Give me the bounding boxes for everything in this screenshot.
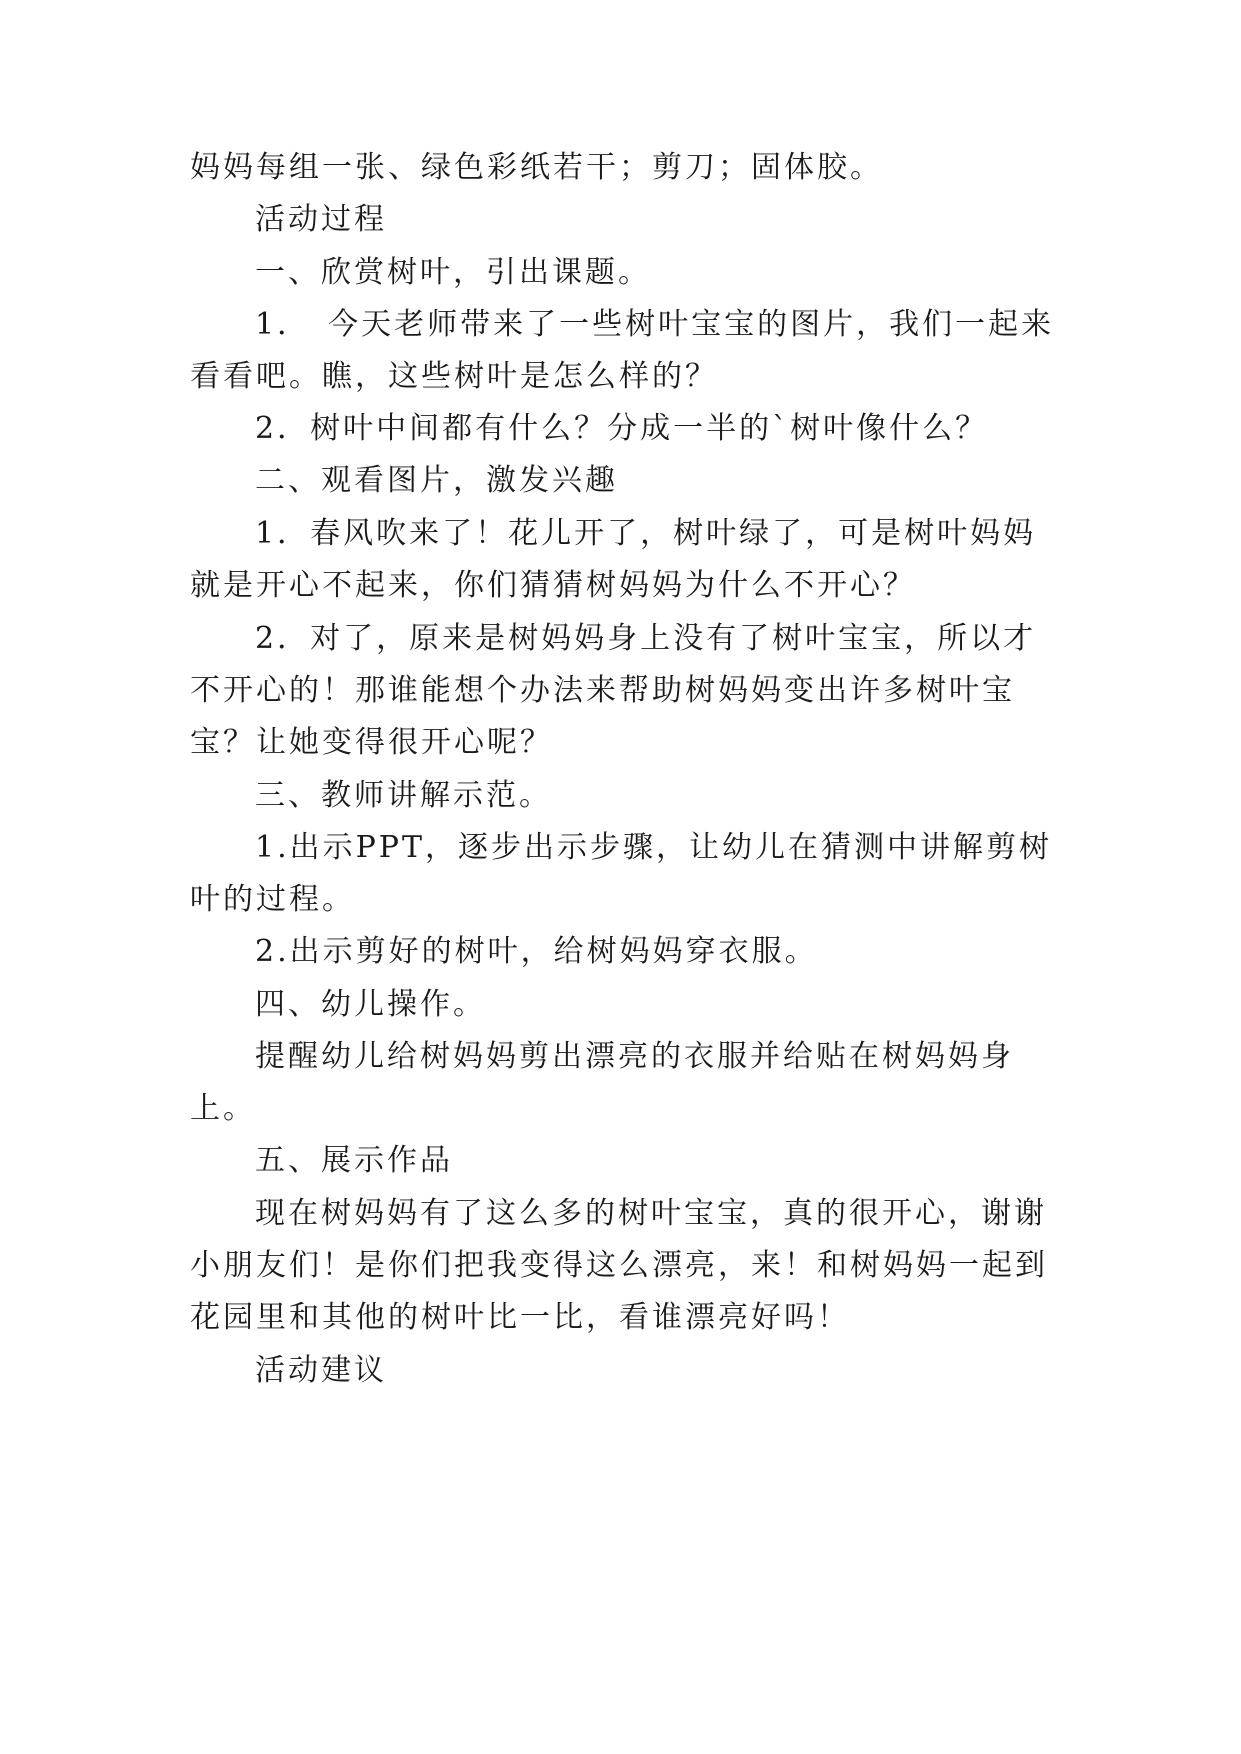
- paragraph-line: 就是开心不起来，你们猜猜树妈妈为什么不开心？: [190, 568, 916, 603]
- paragraph-line: 1． 今天老师带来了一些树叶宝宝的图片，我们一起来: [255, 307, 1055, 342]
- paragraph-line: 1.出示PPT，逐步出示步骤，让幼儿在猜测中讲解剪树: [255, 830, 1053, 865]
- paragraph-line: 叶的过程。: [190, 882, 355, 917]
- step-heading-3: 三、教师讲解示范。: [255, 778, 552, 813]
- paragraph-line: 看看吧。瞧，这些树叶是怎么样的？: [190, 359, 718, 394]
- paragraph-line: 花园里和其他的树叶比一比，看谁漂亮好吗！: [190, 1300, 850, 1335]
- paragraph-line: 1．春风吹来了！花儿开了，树叶绿了，可是树叶妈妈: [255, 516, 1037, 551]
- paragraph-line: 2．对了，原来是树妈妈身上没有了树叶宝宝，所以才: [255, 621, 1037, 656]
- paragraph-line: 不开心的！那谁能想个办法来帮助树妈妈变出许多树叶宝: [190, 673, 1015, 708]
- section-heading-advice: 活动建议: [255, 1353, 387, 1388]
- section-heading-process: 活动过程: [255, 202, 387, 237]
- paragraph-line: 2．树叶中间都有什么？分成一半的`树叶像什么？: [255, 411, 989, 446]
- paragraph-line: 2.出示剪好的树叶，给树妈妈穿衣服。: [255, 934, 818, 969]
- paragraph-line: 宝？让她变得很开心呢？: [190, 725, 553, 760]
- paragraph-line: 小朋友们！是你们把我变得这么漂亮，来！和树妈妈一起到: [190, 1248, 1048, 1283]
- paragraph-line: 现在树妈妈有了这么多的树叶宝宝，真的很开心，谢谢: [255, 1196, 1047, 1231]
- materials-line: 妈妈每组一张、绿色彩纸若干；剪刀；固体胶。: [190, 150, 883, 185]
- paragraph-line: 提醒幼儿给树妈妈剪出漂亮的衣服并给贴在树妈妈身: [255, 1039, 1014, 1074]
- step-heading-4: 四、幼儿操作。: [255, 987, 486, 1022]
- step-heading-2: 二、观看图片，激发兴趣: [255, 463, 618, 498]
- step-heading-1: 一、欣赏树叶，引出课题。: [255, 255, 651, 290]
- paragraph-line: 上。: [190, 1091, 256, 1126]
- step-heading-5: 五、展示作品: [255, 1143, 453, 1178]
